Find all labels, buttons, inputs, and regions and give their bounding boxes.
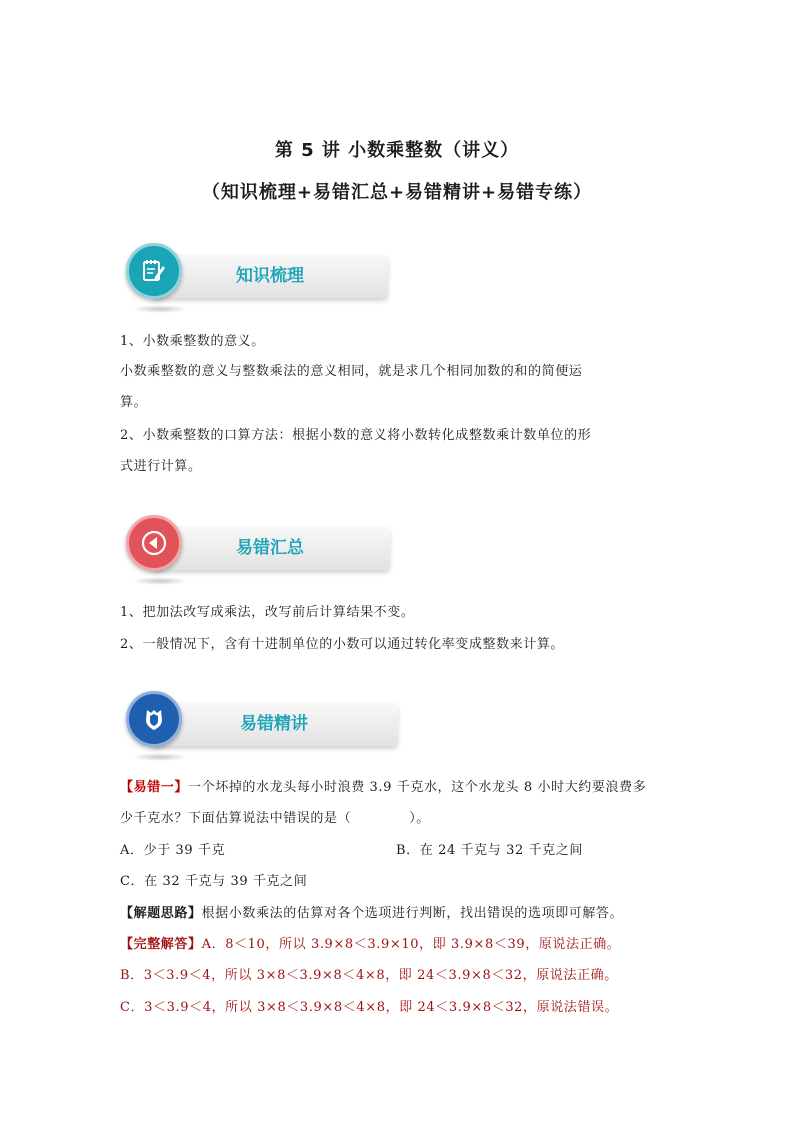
section-banner-knowledge [122,243,392,313]
back-arrow-icon [126,515,182,571]
knowledge-point-1: 1、小数乘整数的意义。 [120,334,265,349]
knowledge-point-2: 2、小数乘整数的口算方法：根据小数的意义将小数转化成整数乘计数单位的形 [120,428,592,443]
option-c: C．在 32 千克与 39 千克之间 [120,874,308,889]
answer-tag: 【完整解答】 [120,937,202,952]
answer-a-text: A．8＜10，所以 3.9×8＜3.9×10，即 3.9×8＜39，原说法正确。 [201,937,621,952]
page-title: 第 5 讲 小数乘整数（讲义） [274,140,520,161]
problem-question-line-2: 少千克水？下面估算说法中错误的是（ ）。 [120,811,430,826]
summary-point-1: 1、把加法改写成乘法，改写前后计算结果不变。 [120,605,415,620]
shield-icon [126,691,182,747]
section-label-errors-summary: 易错汇总 [236,538,304,558]
solution-hint [120,904,680,924]
hint-text: 根据小数乘法的估算对各个选项进行判断，找出错误的选项即可解答。 [201,906,624,921]
knowledge-text-1: 小数乘整数的意义与整数乘法的意义相同，就是求几个相同加数的和的简便运 [120,364,583,379]
full-answer-c: C．3＜3.9＜4，所以 3×8＜3.9×8＜4×8，即 24＜3.9×8＜32，原说法错误。 [120,1000,619,1015]
full-answer-b: B．3＜3.9＜4，所以 3×8＜3.9×8＜4×8，即 24＜3.9×8＜32，原说法正确。 [120,968,618,983]
section-label-errors-explain: 易错精讲 [240,714,308,734]
full-answer-a [120,935,680,955]
problem-question-line-1: 一个坏掉的水龙头每小时浪费 3.9 千克水，这个水龙头 8 小时大约要浪费多 [188,780,647,795]
summary-point-2: 2、一般情况下，含有十进制单位的小数可以通过转化率变成整数来计算。 [120,637,565,652]
option-b: B．在 24 千克与 32 千克之间 [396,843,583,858]
problem-tag: 【易错一】 [120,780,189,795]
hint-tag: 【解题思路】 [120,906,202,921]
section-banner-errors-summary [122,515,394,585]
knowledge-text-1b: 算。 [120,395,148,410]
section-label-knowledge: 知识梳理 [236,266,304,286]
notepad-pencil-icon [126,243,182,299]
knowledge-text-2b: 式进行计算。 [120,459,202,474]
option-a: A．少于 39 千克 [120,843,226,858]
problem-question [120,778,680,798]
page-subtitle: （知识梳理+易错汇总+易错精讲+易错专练） [201,182,593,203]
section-banner-errors-explain [122,691,402,761]
